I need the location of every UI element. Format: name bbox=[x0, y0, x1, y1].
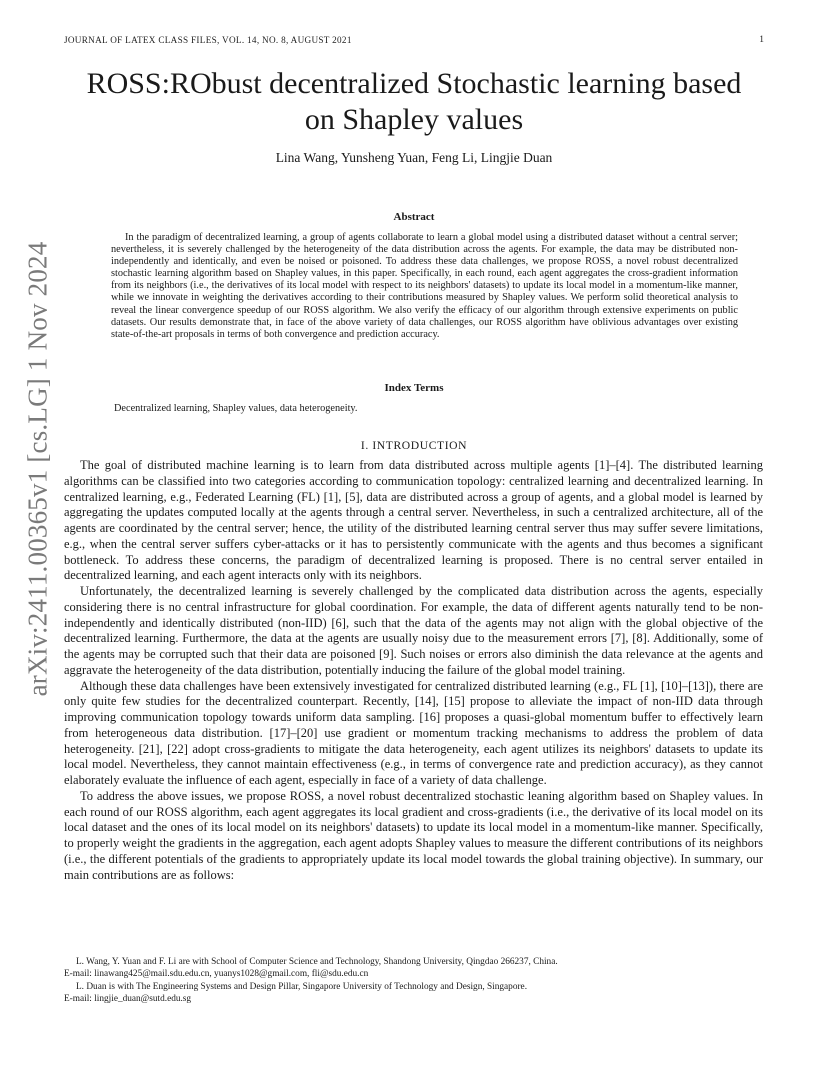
introduction-body bbox=[64, 458, 763, 883]
section-heading-introduction: I. INTRODUCTION bbox=[360, 439, 468, 452]
index-terms-text: Decentralized learning, Shapley values, data heterogeneity. bbox=[114, 403, 358, 414]
abstract-heading: Abstract bbox=[393, 211, 435, 223]
author-list: Lina Wang, Yunsheng Yuan, Feng Li, Lingjie Duan bbox=[275, 150, 553, 165]
arxiv-identifier-stamp[interactable]: arXiv:2411.00365v1 [cs.LG] 1 Nov 2024 bbox=[22, 241, 53, 697]
footnote-email-1: E-mail: linawang425@mail.sdu.edu.cn, yuanys1028@gmail.com, fli@sdu.edu.cn bbox=[64, 969, 369, 980]
intro-paragraph-2: Unfortunately, the decentralized learning is severely challenged by the complicated data distribution across the agents, especially considering there is no central infrastructure for global coordination. For example, the data of different agents naturally tend to be non-independently and identically distributed (non-IID) [6], such that the data of the agents may not align with the global objective of the decentralized learning. Furthermore, the data at the agents are usually noisy due to the measurement errors [7], [8]. Additionally, some of the agents may be corrupted such that their data are poisoned [9]. Such noises or errors also diminish the data relevance at the agents and aggravate the heterogeneity of the data distribution, potentially inducing the failure of the global model training. bbox=[64, 584, 763, 677]
intro-paragraph-3: Although these data challenges have been extensively investigated for centralized distributed learning (e.g., FL [1], [10]–[13]), there are only quite few studies for the decentralized counterpart. Recently, [14], [15] propose to alleviate the impact of non-IID data through improving communication topology towards uniform data sampling. [16] proposes a quasi-global momentum buffer to effectively learn from heterogeneous data distribution. [17]–[20] use gradient or momentum tracking mechanisms to address the problem of data heterogeneity. [21], [22] adopt cross-gradients to mitigate the data heterogeneity, each agent utilizes its neighbors' datasets to update its local model. Nevertheless, they cannot maintain effectiveness (e.g., in terms of convergence rate and prediction accuracy), as they cannot elaborately evaluate the influence of each agent, especially in face of a variety of data challenge. bbox=[64, 678, 763, 787]
index-terms-heading: Index Terms bbox=[384, 382, 444, 394]
abstract-text: In the paradigm of decentralized learning, a group of agents collaborate to learn a global model using a distributed dataset without a central server; nevertheless, it is severely challenged by the heterogeneity of the data distribution across the agents. For example, the data may be distributed non-independently and identically, and even be noised or poisoned. To address these data challenges, we propose ROSS, a novel robust decentralized stochastic learning algorithm based on Shapley values, in this paper. Specifically, in each round, each agent aggregates the cross-gradient information from its neighbors (i.e., the derivatives of its local model with respect to its neighbors' datasets) to update its local model in a momentum-like manner, while we innovate in weighting the derivatives according to their contributions measured by Shapley values. We perform solid theoretical analysis to reveal the linear convergence speedup of our ROSS algorithm. We also verify the efficacy of our algorithm through extensive experiments on public datasets. Our results demonstrate that, in face of the above variety of data challenges, our ROSS algorithm have oblivious advantages over existing state-of-the-art proposals in terms of both convergence and prediction accuracy. bbox=[111, 232, 738, 340]
intro-paragraph-1: The goal of distributed machine learning is to learn from data distributed across multiple agents [1]–[4]. The distributed learning algorithms can be classified into two categories according to communication topology: centralized learning and decentralized learning. In centralized learning, e.g., Federated Learning (FL) [1], [5], data are distributed across a group of agents, and a global model is learned by aggregating the updates computed locally at the agents through a central server. Nevertheless, in such a centralized architecture, all of the agents are coordinated by the central server; hence, the utility of the distributed learning central server thus may suffer severe limitations, e.g., when the central server suffers cyber-attacks or it has to persistently communicate with the agents and thus becomes a significant bottleneck. To address these concerns, the paradigm of decentralized learning is proposed. There is no central server entailed in decentralized learning, and each agent interacts only with its neighbors. bbox=[64, 458, 763, 583]
footnotes bbox=[64, 956, 763, 1005]
footnote-affiliation-2: L. Duan is with The Engineering Systems and Design Pillar, Singapore University of Technology and Design, Singapore. bbox=[76, 981, 528, 992]
running-header: JOURNAL OF LATEX CLASS FILES, VOL. 14, NO. 8, AUGUST 2021 bbox=[64, 35, 352, 45]
intro-paragraph-4: To address the above issues, we propose ROSS, a novel robust decentralized stochastic leaning algorithm based on Shapley values. In each round of our ROSS algorithm, each agent aggregates its local gradient and cross-gradients (i.e., the derivative of its local model on its local dataset and the ones of its local model on its neighbors' datasets) to update its local model in a momentum-like manner. Specifically, to properly weight the gradients in the aggregation, each agent adopts Shapley values to measure the different contributions of its neighbors (i.e., the different potentials of the gradients to appropriately update its local model towards the global training objective). In summary, our main contributions are as follows: bbox=[64, 788, 763, 882]
page-number: 1 bbox=[759, 35, 764, 45]
paper-title: ROSS:RObust decentralized Stochastic learning based on Shapley values bbox=[86, 67, 742, 136]
footnote-affiliation-1: L. Wang, Y. Yuan and F. Li are with School of Computer Science and Technology, Shandong University, Qingdao 266237, China. bbox=[76, 957, 558, 967]
footnote-email-2: E-mail: lingjie_duan@sutd.edu.sg bbox=[64, 993, 192, 1004]
